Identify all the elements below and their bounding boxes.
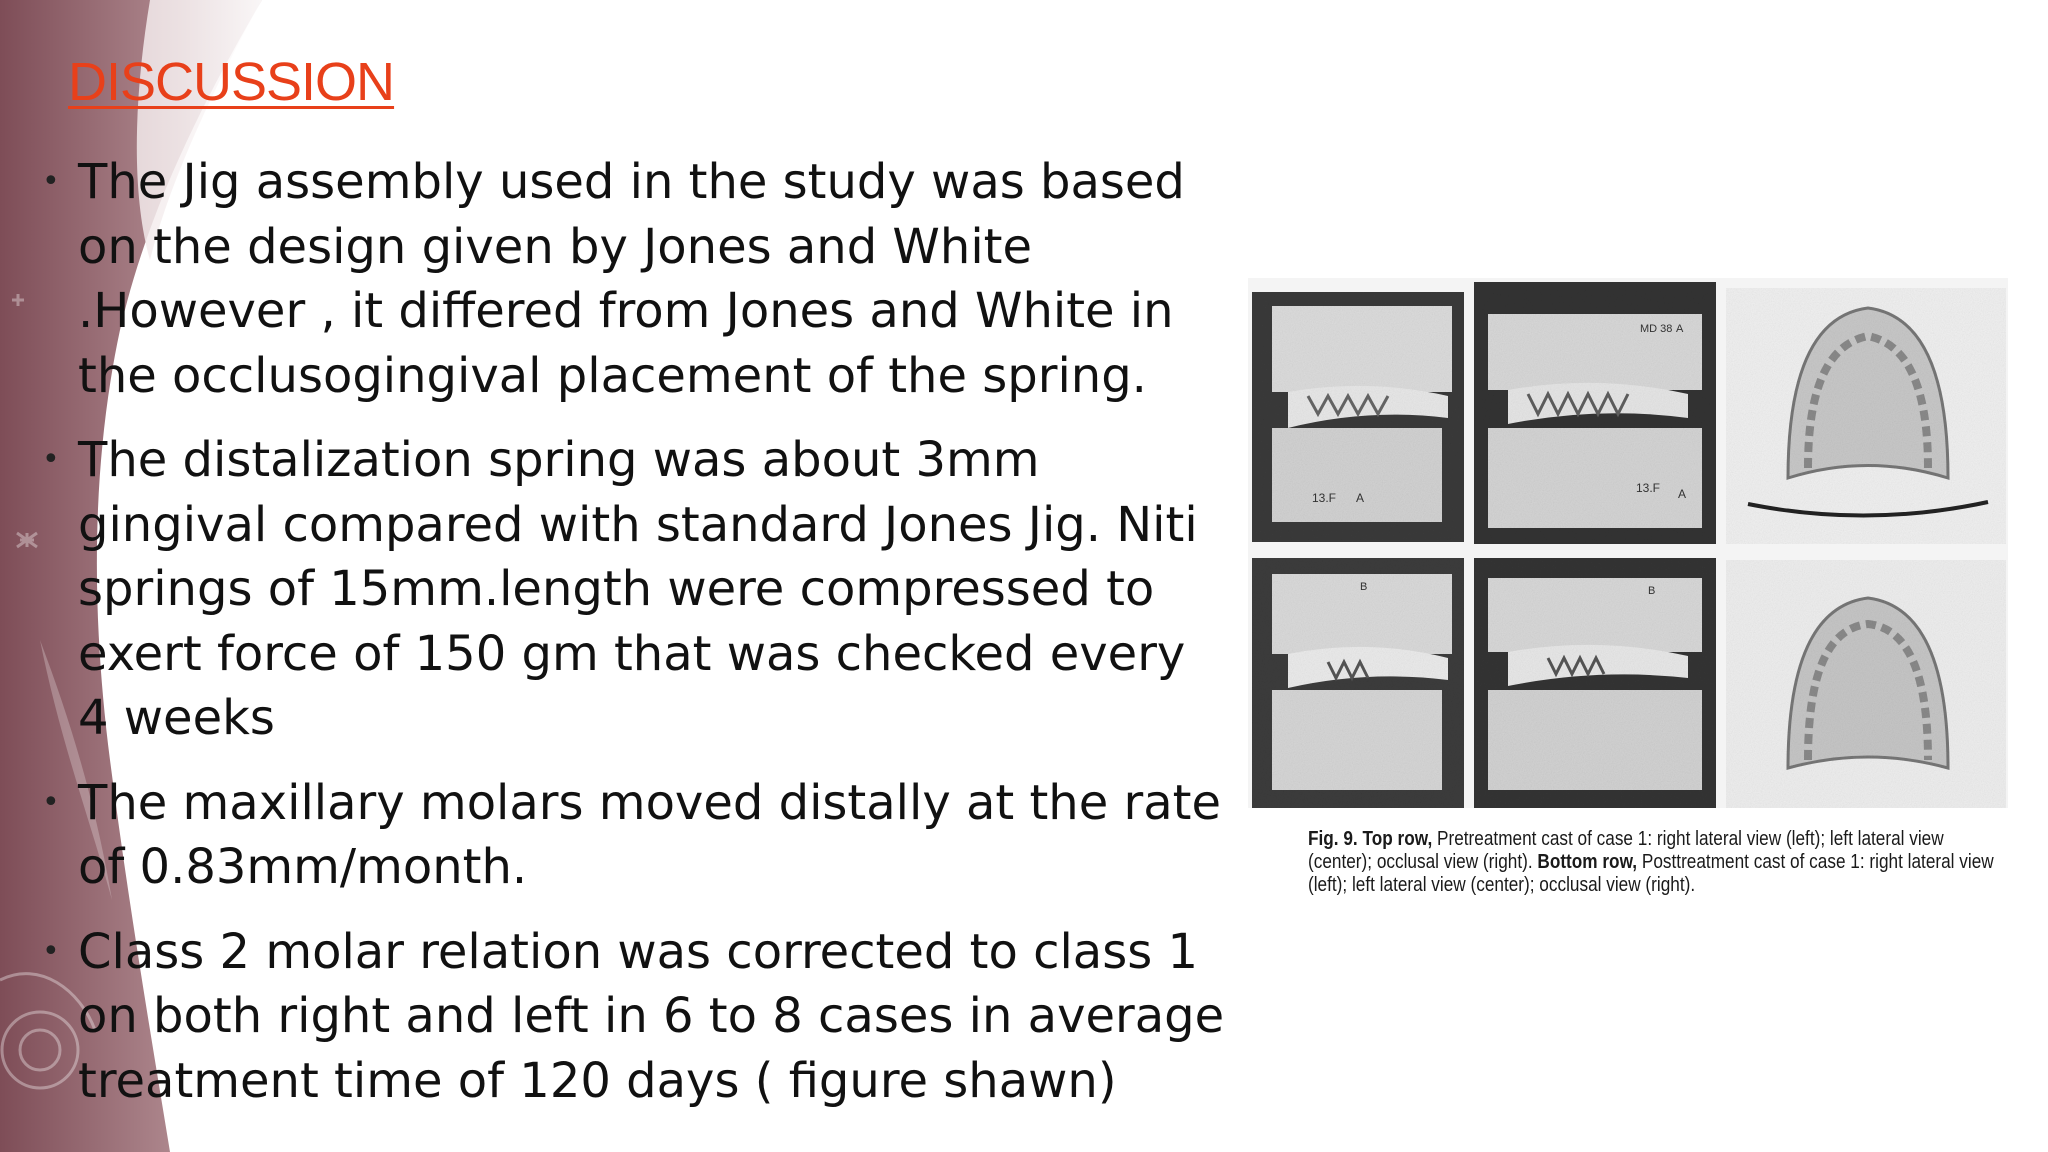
panel-label: MD 38 [1640,323,1673,335]
panel-label: A [1678,487,1687,501]
panel-label: B [1648,585,1656,597]
bullet-item [40,150,1230,408]
panel-top-right-lateral [1252,292,1464,542]
bullet-icon: • [42,442,60,477]
bullet-icon: • [42,933,60,969]
bullet-item [40,920,1230,1114]
bullet-icon: • [42,784,60,820]
panel-top-occlusal [1726,288,2006,544]
panel-top-left-lateral [1474,282,1716,544]
bullet-icon: • [42,164,60,199]
slide-title: DISCUSSION [68,52,395,112]
panel-bottom-right-lateral [1252,558,1464,808]
bullet-item [40,771,1230,900]
caption-bottom-text: Posttreatment cast of case 1: right lateral view (left); left lateral view (center); occlusal view (right). [1308,851,1994,896]
caption-top-label: Top row, [1362,828,1433,850]
bullet-list [40,150,1230,1133]
bullet-text: Class 2 molar relation was corrected to class 1 on both right and left in 6 to 8 cases in average treatment time of 120 days ( figure shawn) [78,923,1225,1109]
panel-label: A [1356,491,1365,505]
panel-label: 13.F [1636,481,1661,495]
figure-caption [1308,828,1996,897]
panel-label: B [1360,581,1368,593]
panel-label: A [1676,323,1684,335]
panel-label: 13.F [1312,491,1337,505]
bullet-text: The maxillary molars moved distally at the rate of 0.83mm/month. [78,774,1221,895]
bullet-text: The distalization spring was about 3mm gingival compared with standard Jones Jig. Niti springs of 15mm.length were compressed to exert force of 150 gm that was checked every 4 weeks [78,432,1198,746]
figure-panels [1248,278,2008,808]
bullet-item [40,428,1230,751]
bullet-text: The Jig assembly used in the study was based on the design given by Jones and White .However , it differed from Jones and White in the occlusogingival placement of the spring. [78,154,1185,404]
caption-fig-label: Fig. 9. [1308,828,1358,850]
caption-bottom-label: Bottom row, [1537,851,1638,873]
panel-bottom-left-lateral [1474,558,1716,808]
panel-bottom-occlusal [1726,560,2006,808]
dental-cast-figure [1248,278,2008,897]
caption-top-text: Pretreatment cast of case 1: right lateral view (left); left lateral view (center); occlusal view (right). [1308,828,1944,873]
